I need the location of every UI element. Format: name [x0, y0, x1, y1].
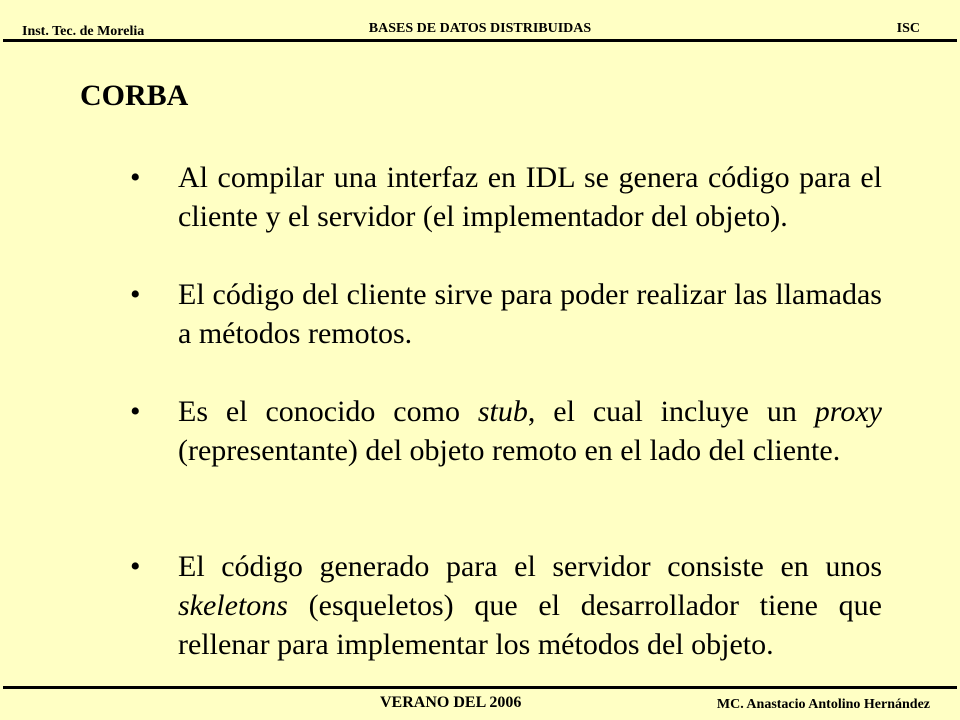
bullet-text-segment: , el cual incluye un: [527, 395, 815, 428]
header-institution: Inst. Tec. de Morelia: [22, 24, 145, 39]
bullet-item: [130, 547, 882, 664]
slide-title: CORBA: [80, 79, 189, 112]
bullet-term-italic: stub: [477, 395, 528, 428]
bullet-text: [178, 158, 882, 236]
footer-divider: [3, 686, 957, 689]
bullet-term-italic: proxy: [814, 395, 882, 428]
bullet-text-segment: El código generado para el servidor consiste en unos: [178, 550, 882, 583]
bullet-text-segment: El código del cliente sirve para poder realizar las llamadas a métodos remotos.: [178, 278, 882, 350]
bullet-text-segment: (esqueletos) que el desarrollador tiene que rellenar para implementar los métodos del objeto.: [178, 589, 882, 661]
bullet-text: [178, 275, 882, 353]
header-course-title: BASES DE DATOS DISTRIBUIDAS: [368, 21, 592, 36]
bullet-text: [178, 547, 882, 664]
bullet-item: [130, 158, 882, 236]
bullet-text-segment: Es el conocido como: [178, 395, 478, 428]
bullet-text-segment: Al compilar una interfaz en IDL se genera código para el cliente y el servidor (el implementador del objeto).: [178, 161, 882, 233]
bullet-item: [130, 392, 882, 470]
bullet-text-segment: (representante) del objeto remoto en el lado del cliente.: [178, 434, 841, 467]
footer-term: VERANO DEL 2006: [380, 694, 522, 711]
header-program: ISC: [896, 21, 920, 36]
bullet-dot: •: [130, 278, 141, 311]
bullet-term-italic: skeletons: [178, 589, 288, 622]
header-divider: [3, 39, 957, 42]
bullet-dot: •: [130, 395, 141, 428]
bullet-text: [178, 392, 882, 470]
bullet-dot: •: [130, 550, 141, 583]
bullet-dot: •: [130, 161, 141, 194]
bullet-item: [130, 275, 882, 353]
footer-author: MC. Anastacio Antolino Hernández: [716, 697, 930, 712]
